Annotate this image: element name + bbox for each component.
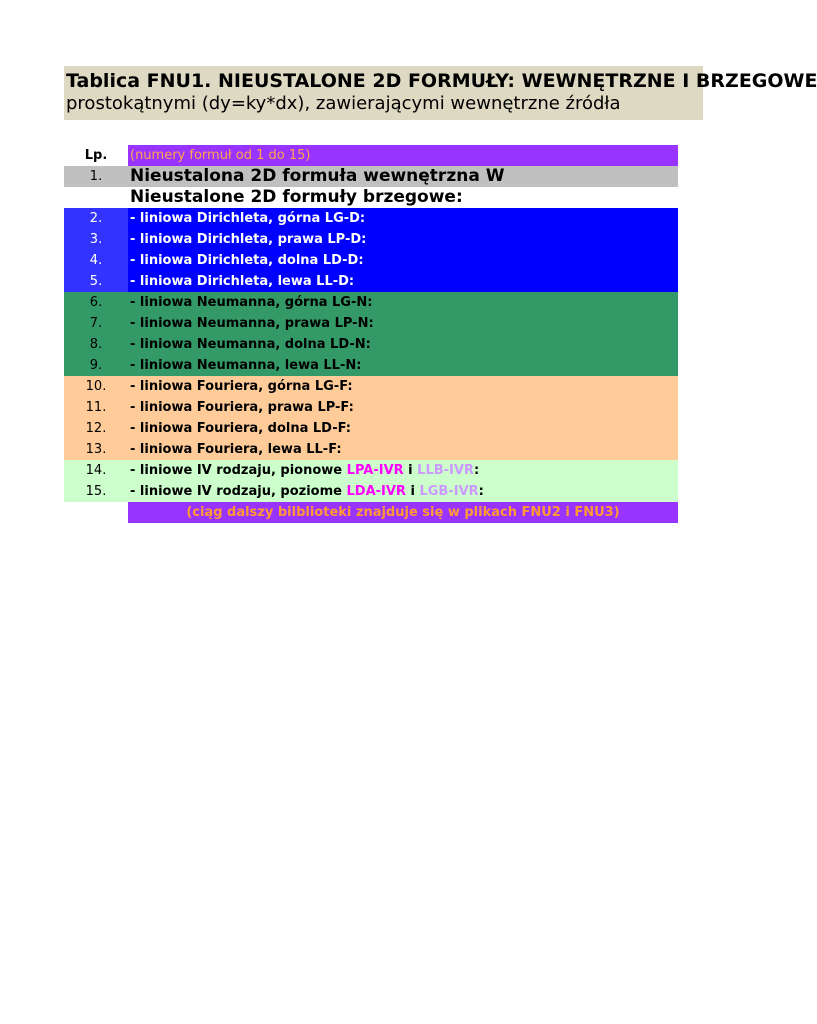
table-row[interactable] <box>64 208 678 229</box>
table-row[interactable] <box>64 313 678 334</box>
lp-header: Lp. <box>84 148 108 163</box>
table-row[interactable] <box>64 481 678 502</box>
row-number: 12. <box>85 421 107 436</box>
table-row[interactable] <box>64 460 678 481</box>
colon: : <box>478 484 484 499</box>
row-number: 15. <box>85 484 107 499</box>
row-label: Nieustalona 2D formuła wewnętrzna W <box>130 166 505 186</box>
row-number: 9. <box>89 358 103 373</box>
row-label: - liniowa Neumanna, lewa LL-N: <box>130 358 362 373</box>
formula-code-lgb: LGB-IVR <box>419 484 479 499</box>
row-label <box>128 481 678 502</box>
title-box <box>64 66 817 120</box>
table-row[interactable] <box>64 250 678 271</box>
row-number: 11. <box>85 400 107 415</box>
row-label: - liniowa Fouriera, prawa LP-F: <box>130 400 354 415</box>
row-number: 10. <box>85 379 107 394</box>
row-number: 5. <box>64 271 128 292</box>
row-label: - liniowa Neumanna, prawa LP-N: <box>130 316 374 331</box>
table-row[interactable] <box>64 292 678 313</box>
formula-code-lpa: LPA-IVR <box>346 463 404 478</box>
table-row[interactable] <box>64 418 678 439</box>
table-row[interactable] <box>64 397 678 418</box>
conjunction: i <box>403 463 418 478</box>
boundary-subheading: Nieustalone 2D formuły brzegowe: <box>130 187 463 207</box>
numbering-note: (numery formuł od 1 do 15) <box>128 145 678 166</box>
table-row[interactable] <box>64 355 678 376</box>
row-number: 14. <box>85 463 107 478</box>
table-subtitle: prostokątnymi (dy=ky*dx), zawierającymi wewnętrzne źródła <box>66 93 621 114</box>
row-number: 3. <box>64 229 128 250</box>
table-row[interactable] <box>64 439 678 460</box>
row-label: - liniowa Dirichleta, górna LG-D: <box>128 208 678 229</box>
row-number: 13. <box>85 442 107 457</box>
row-number: 1. <box>89 169 103 184</box>
row-number: 2. <box>64 208 128 229</box>
row-number: 6. <box>89 295 103 310</box>
row-label: - liniowa Dirichleta, prawa LP-D: <box>128 229 678 250</box>
header-row <box>64 145 678 166</box>
table-row[interactable] <box>64 229 678 250</box>
formula-code-llb: LLB-IVR <box>417 463 474 478</box>
row-label: - liniowa Dirichleta, lewa LL-D: <box>128 271 678 292</box>
colon: : <box>473 463 480 478</box>
row-label: - liniowa Neumanna, dolna LD-N: <box>130 337 371 352</box>
row-label: - liniowa Fouriera, górna LG-F: <box>130 379 353 394</box>
row-number: 4. <box>64 250 128 271</box>
table-row[interactable] <box>64 376 678 397</box>
row-label-text: - liniowe IV rodzaju, pionowe <box>130 463 347 478</box>
table-title: Tablica FNU1. NIEUSTALONE 2D FORMUŁY: WEWNĘTRZNE I BRZEGOWE <box>66 70 817 92</box>
row-label: - liniowa Neumanna, górna LG-N: <box>130 295 373 310</box>
row-label: - liniowa Fouriera, dolna LD-F: <box>130 421 351 436</box>
row-number: 8. <box>89 337 103 352</box>
row-label: - liniowa Dirichleta, dolna LD-D: <box>128 250 678 271</box>
table-row[interactable] <box>64 166 678 187</box>
formula-code-lda: LDA-IVR <box>346 484 406 499</box>
table-row[interactable] <box>64 271 678 292</box>
row-label: - liniowa Fouriera, lewa LL-F: <box>130 442 342 457</box>
continuation-note: (ciąg dalszy bilblioteki znajduje się w plikach FNU2 i FNU3) <box>128 502 678 523</box>
footer-row <box>64 502 678 523</box>
subheading-row <box>64 187 678 208</box>
row-label-text: - liniowe IV rodzaju, poziome <box>130 484 347 499</box>
row-number: 7. <box>89 316 103 331</box>
table-row[interactable] <box>64 334 678 355</box>
conjunction: i <box>405 484 420 499</box>
row-label <box>128 460 678 481</box>
